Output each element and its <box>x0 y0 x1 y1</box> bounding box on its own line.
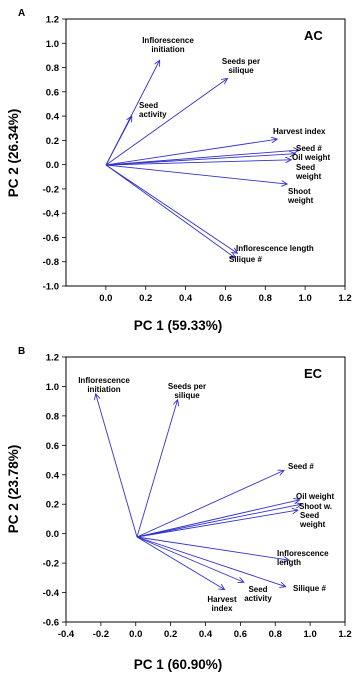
plot-frame <box>66 357 345 622</box>
x-tick-label: 0.4 <box>198 629 213 640</box>
y-tick-label: -0.4 <box>42 588 59 600</box>
y-tick-label: 0.4 <box>45 111 59 123</box>
loading-arrow-oil-weight <box>137 500 300 537</box>
y-tick-label: 0.2 <box>45 135 59 147</box>
loading-label-silique-count: Silique # <box>293 584 326 593</box>
loading-arrow-inflorescence-initiation <box>96 394 137 537</box>
y-tick-label: 0.0 <box>45 160 59 172</box>
loading-arrow-seed-count <box>137 470 284 537</box>
loading-arrow-oil-weight <box>106 154 295 165</box>
loading-label-inflorescence-initiation: Inflorescence initiation <box>142 36 194 54</box>
y-tick-label: -0.8 <box>42 257 59 269</box>
y-tick-label: -0.2 <box>42 558 59 570</box>
x-tick-label: 1.2 <box>338 293 352 304</box>
y-tick-label: 1.2 <box>45 14 59 26</box>
x-tick-label: 0.4 <box>178 293 193 304</box>
loading-arrow-inflorescence-length <box>106 165 237 253</box>
loading-label-seed-count: Seed # <box>296 144 322 153</box>
loading-label-silique-count: Silique # <box>229 255 262 264</box>
x-tick-label: 0.8 <box>268 629 282 640</box>
loading-label-shoot-w: Shoot w. <box>299 502 333 511</box>
x-tick-label: -0.4 <box>57 629 75 640</box>
y-tick-label: 0.2 <box>45 499 59 511</box>
loading-arrow-harvest-index <box>137 537 225 590</box>
loading-arrow-seed-activity <box>137 537 244 582</box>
x-tick-label: 0.2 <box>164 629 178 640</box>
loading-label-seeds-per-silique: Seeds per silique <box>221 57 261 75</box>
loading-arrow-inflorescence-length <box>137 537 289 560</box>
loading-label-inflorescence-length: Inflorescence length <box>277 549 329 567</box>
y-axis-title: PC 2 (23.78%) <box>6 444 21 534</box>
loading-label-inflorescence-length: Inflorescence length <box>236 244 314 253</box>
y-tick-label: 0.8 <box>45 411 59 423</box>
y-axis-title: PC 2 (26.34%) <box>6 108 21 198</box>
loading-label-oil-weight: Oil weight <box>296 492 335 501</box>
panel-letter: B <box>18 346 26 357</box>
y-tick-label: 1.0 <box>45 38 59 50</box>
loading-label-seed-weight: Seed weight <box>296 163 322 181</box>
x-tick-label: 1.0 <box>298 293 312 304</box>
x-tick-label: 0.0 <box>99 293 113 304</box>
y-tick-label: -1.0 <box>42 281 59 293</box>
y-tick-label: 0.0 <box>45 529 59 541</box>
loading-arrow-seed-weight <box>137 510 298 537</box>
x-tick-label: 1.2 <box>338 629 352 640</box>
x-tick-label: 0.6 <box>233 629 247 640</box>
loading-arrow-seeds-per-silique <box>137 400 178 537</box>
panel-a <box>6 8 352 333</box>
y-tick-label: 0.8 <box>45 63 59 75</box>
loading-label-harvest-index: Harvest index <box>273 127 326 136</box>
panel-letter: A <box>18 8 26 19</box>
y-tick-label: 0.6 <box>45 87 59 99</box>
y-tick-label: 1.2 <box>45 352 59 364</box>
x-tick-label: 0.6 <box>218 293 233 304</box>
y-tick-label: -0.2 <box>42 184 59 196</box>
loading-arrow-seed-count <box>106 150 299 165</box>
x-tick-label: 1.0 <box>303 629 317 640</box>
loading-label-inflorescence-initiation: Inflorescence initiation <box>78 376 130 394</box>
loading-arrow-shoot-weight <box>106 165 287 184</box>
loading-label-seed-activity: Seed activity <box>244 585 272 603</box>
loading-arrow-seed-activity <box>106 116 132 165</box>
y-tick-label: 0.4 <box>45 470 59 482</box>
y-tick-label: 0.6 <box>45 440 59 452</box>
loading-label-oil-weight: Oil weight <box>292 153 331 162</box>
loading-label-harvest-index: Harvest index <box>207 595 237 613</box>
loading-label-shoot-weight: Shoot weight <box>288 187 314 205</box>
loading-arrow-silique-count <box>106 165 235 258</box>
loading-label-seed-weight: Seed weight <box>300 511 326 529</box>
loading-arrow-shoot-w <box>137 504 301 537</box>
panel-b <box>6 346 352 672</box>
y-tick-label: -0.6 <box>42 617 59 629</box>
x-tick-label: 0.8 <box>258 293 272 304</box>
loading-label-seeds-per-silique: Seeds per silique <box>167 382 207 400</box>
loading-arrow-seeds-per-silique <box>106 78 227 165</box>
x-tick-label: 0.0 <box>129 629 143 640</box>
loading-label-seed-count: Seed # <box>288 462 314 471</box>
y-tick-label: 1.0 <box>45 381 59 393</box>
x-axis-title: PC 1 (60.90%) <box>133 657 223 672</box>
panel-tag: EC <box>304 366 323 381</box>
y-tick-label: -0.6 <box>42 232 59 244</box>
loading-label-seed-activity: Seed activity <box>139 101 167 119</box>
panel-tag: AC <box>304 28 323 43</box>
x-tick-label: -0.2 <box>92 629 110 640</box>
x-tick-label: 0.2 <box>139 293 153 304</box>
y-tick-label: -0.4 <box>42 208 59 220</box>
x-axis-title: PC 1 (59.33%) <box>133 318 223 333</box>
loading-arrow-silique-count <box>137 537 286 587</box>
